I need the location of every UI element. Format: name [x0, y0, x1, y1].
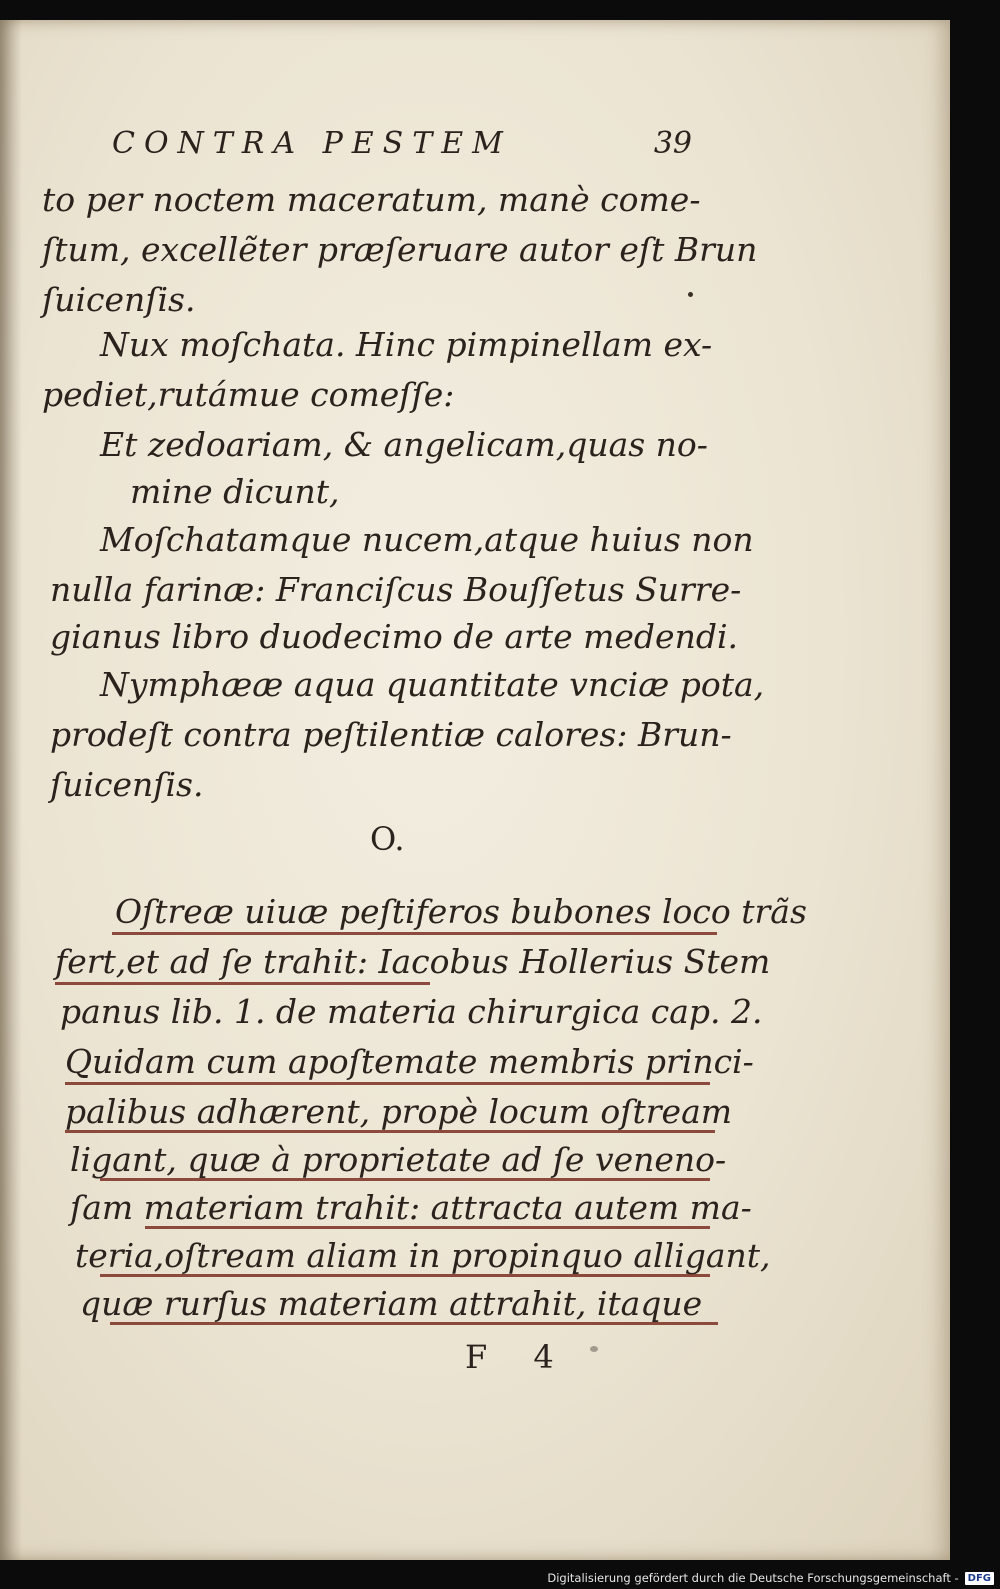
- section-letter: O.: [370, 820, 405, 858]
- text-line: to per noctem maceratum, manè come-: [42, 180, 701, 219]
- page-number: 39: [653, 126, 692, 161]
- handwritten-underline: [145, 1226, 710, 1229]
- dfg-logo-icon: DFG: [965, 1572, 994, 1585]
- running-head: CONTRA PESTEM: [112, 126, 512, 161]
- handwritten-underline: [110, 1322, 718, 1325]
- text-line: Quidam cum apoſtemate membris princi-: [65, 1042, 754, 1081]
- paper-speck: [688, 292, 693, 297]
- text-line: ſuicenſis.: [42, 280, 196, 319]
- digitization-credit: Digitalisierung gefördert durch die Deutsche Forschungsgemeinschaft -: [547, 1571, 959, 1585]
- paper-speck: [590, 1346, 598, 1352]
- text-line: quæ rurſus materiam attrahit, itaque: [80, 1284, 703, 1323]
- text-line: ſam materiam trahit: attracta autem ma-: [70, 1188, 752, 1227]
- text-line: nulla farinæ: Franciſcus Bouſſetus Surre-: [50, 570, 742, 609]
- text-line: Moſchatamque nucem,atque huius non: [100, 520, 754, 559]
- text-line: ſuicenſis.: [50, 765, 204, 804]
- text-line: Et zedoariam, & angelicam,quas no-: [100, 425, 708, 464]
- digitization-footer: [547, 1571, 994, 1585]
- page-header: [112, 126, 692, 166]
- handwritten-underline: [112, 932, 717, 935]
- text-line: Oſtreæ uiuæ peſtiferos bubones loco trãs: [115, 892, 807, 931]
- text-line: Nux moſchata. Hinc pimpinellam ex-: [100, 325, 713, 364]
- text-line: fert,et ad ſe trahit: Iacobus Hollerius Stem: [55, 942, 771, 981]
- text-line: Nymphææ aqua quantitate vnciæ pota,: [100, 665, 765, 704]
- text-line: palibus adhærent, propè locum oſtream: [65, 1092, 733, 1131]
- handwritten-underline: [65, 1130, 715, 1133]
- text-line: teria,oſtream aliam in propinquo alligant,: [75, 1236, 771, 1275]
- text-line: ſtum, excellẽter præſeruare autor eſt Brun: [42, 230, 758, 269]
- signature-mark: F 4: [465, 1338, 572, 1376]
- handwritten-underline: [100, 1274, 710, 1277]
- handwritten-underline: [65, 1082, 710, 1085]
- text-line: prodeſt contra peſtilentiæ calores: Brun-: [50, 715, 732, 754]
- handwritten-underline: [55, 982, 430, 985]
- text-line: panus lib. 1. de materia chirurgica cap. 2.: [60, 992, 763, 1031]
- book-page: [0, 20, 950, 1560]
- text-line: pediet,rutámue comeſſe:: [42, 375, 455, 414]
- handwritten-underline: [100, 1178, 710, 1181]
- text-line: ligant, quæ à proprietate ad ſe veneno-: [70, 1140, 727, 1179]
- text-line: mine dicunt,: [130, 472, 340, 511]
- text-line: gianus libro duodecimo de arte medendi.: [50, 617, 739, 656]
